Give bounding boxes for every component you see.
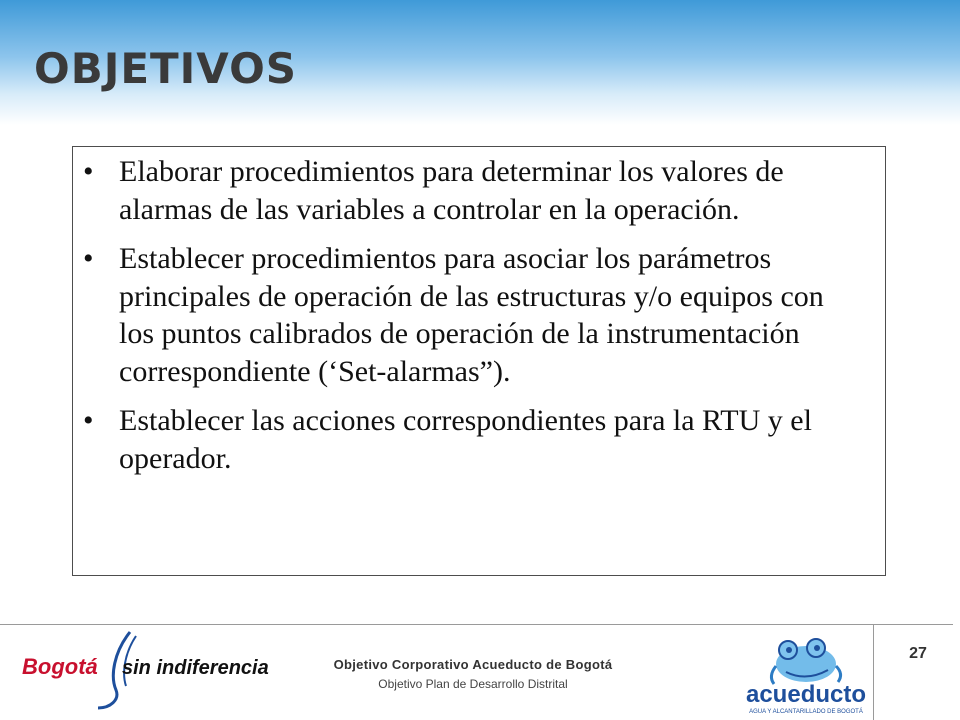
bogota-sin-indiferencia-logo — [18, 628, 269, 710]
bullet-text: Elaborar procedimientos para determinar los valores de alarmas de las variables a controlar en la operación. — [119, 155, 784, 226]
slide-title: OBJETIVOS — [34, 44, 298, 93]
footer-corporate-objective: Objetivo Corporativo Acueducto de Bogotá — [333, 657, 613, 672]
content-box — [72, 146, 886, 576]
bullet-text: Establecer procedimientos para asociar los parámetros principales de operación de las estructuras y/o equipos con los puntos calibrados de operación de la instrumentación correspondiente (‘Set-alarmas”). — [119, 242, 824, 388]
bullet-marker: • — [83, 404, 94, 437]
page-number: 27 — [909, 645, 927, 662]
logo-bogota-text: Bogotá — [22, 654, 98, 679]
logo-acueducto-text: acueducto — [745, 681, 867, 708]
bullet-item — [73, 153, 855, 228]
bullet-item — [73, 240, 855, 390]
logo-acueducto-subtext: AGUA Y ALCANTARILLADO DE BOGOTÁ — [749, 709, 863, 715]
bullet-item — [73, 402, 855, 477]
footer-plan-objective: Objetivo Plan de Desarrollo Distrital — [378, 677, 568, 691]
logo-sin-indiferencia-text: sin indiferencia — [122, 657, 269, 679]
bullet-marker: • — [83, 242, 94, 275]
bullet-list — [73, 147, 885, 477]
frog-icon — [771, 639, 840, 684]
bullet-marker: • — [83, 155, 94, 188]
footer-vertical-divider — [873, 624, 874, 720]
bullet-text: Establecer las acciones correspondientes para la RTU y el operador. — [119, 404, 812, 475]
acueducto-logo — [740, 636, 872, 716]
footer-divider — [0, 624, 953, 625]
